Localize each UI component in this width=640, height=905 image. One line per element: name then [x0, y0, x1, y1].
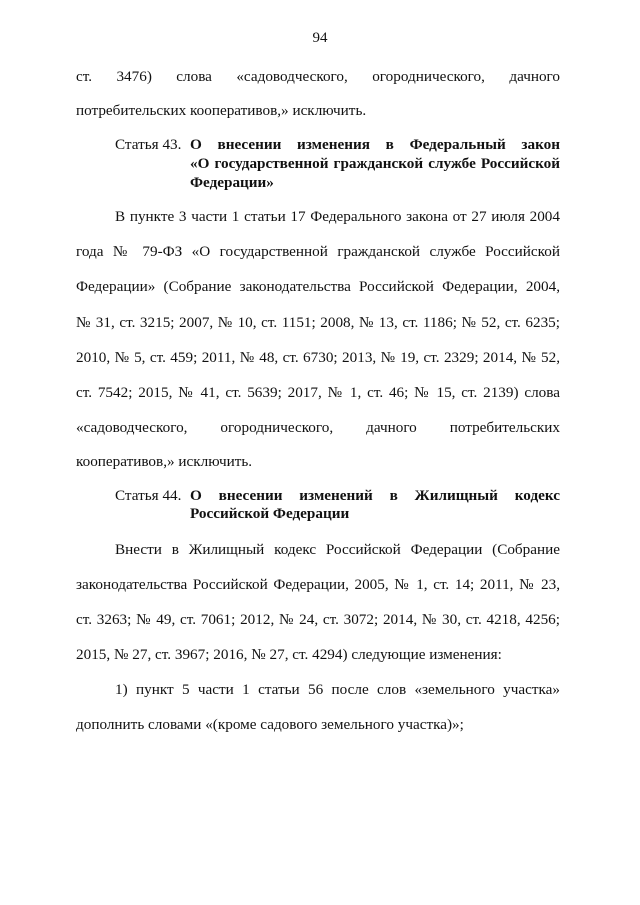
article-label: Статья 43. [115, 136, 182, 153]
article-title-line: Федерации» [190, 174, 274, 191]
text-line: ст. 7542; 2015, № 41, ст. 5639; 2017, № 1, ст. 46; № 15, ст. 2139) слова [76, 384, 560, 401]
text-line: ст. 3476) слова «садоводческого, огороднического, дачного [76, 68, 560, 85]
text-line: потребительских кооперативов,» исключить. [76, 102, 367, 119]
text-line: года № 79-ФЗ «О государственной гражданской службе Российской [76, 243, 560, 260]
text-line: ст. 3263; № 49, ст. 7061; 2012, № 24, ст. 3072; 2014, № 30, ст. 4218, 4256; [76, 611, 560, 628]
text-line: Внести в Жилищный кодекс Российской Федерации (Собрание [115, 541, 560, 558]
article-title-line: О внесении изменения в Федеральный закон [190, 136, 560, 153]
text-line: законодательства Российской Федерации, 2005, № 1, ст. 14; 2011, № 23, [76, 576, 560, 593]
text-line: 1) пункт 5 части 1 статьи 56 после слов «земельного участка» [115, 681, 560, 698]
text-line: дополнить словами «(кроме садового земельного участка)»; [76, 716, 464, 733]
article-title-line: О внесении изменений в Жилищный кодекс [190, 487, 560, 504]
text-line: В пункте 3 части 1 статьи 17 Федерального закона от 27 июля 2004 [115, 208, 560, 225]
text-line: «садоводческого, огороднического, дачного потребительских [76, 419, 560, 436]
text-line: № 31, ст. 3215; 2007, № 10, ст. 1151; 2008, № 13, ст. 1186; № 52, ст. 6235; [76, 314, 560, 331]
page-number: 94 [312, 30, 328, 46]
text-line: Федерации» (Собрание законодательства Российской Федерации, 2004, [76, 278, 560, 295]
text-line: 2010, № 5, ст. 459; 2011, № 48, ст. 6730; 2013, № 19, ст. 2329; 2014, № 52, [76, 349, 560, 366]
text-line: 2015, № 27, ст. 3967; 2016, № 27, ст. 4294) следующие изменения: [76, 646, 502, 663]
article-label: Статья 44. [115, 487, 182, 504]
article-title-line: «О государственной гражданской службе Российской [190, 155, 560, 172]
text-line: кооперативов,» исключить. [76, 453, 253, 470]
article-title-line: Российской Федерации [190, 505, 350, 522]
